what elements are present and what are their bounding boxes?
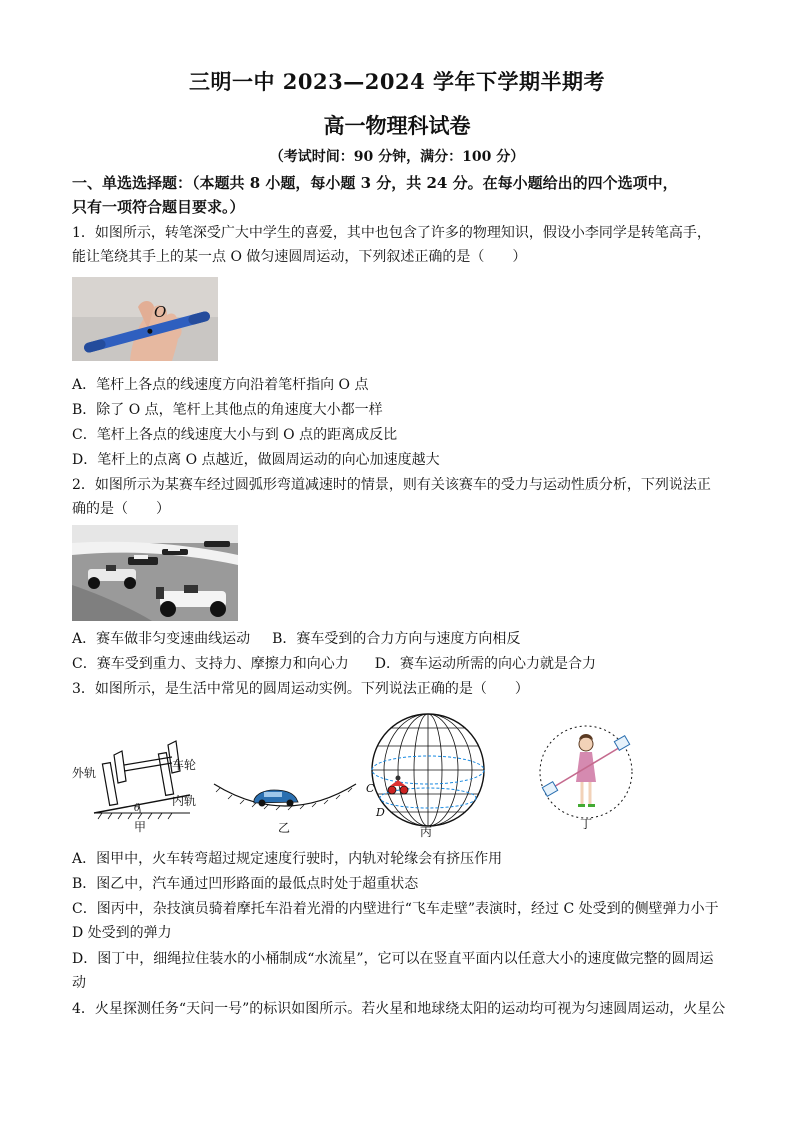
q3-option-c-line1: C．图丙中，杂技演员骑着摩托车沿着光滑的内壁进行“飞车走壁”表演时，经过 C 处受到的侧壁弹力小于	[72, 901, 719, 917]
point-c-label: C	[366, 782, 375, 795]
q2-stem-line1: 2．如图所示为某赛车经过圆弧形弯道减速时的情景，则有关该赛车的受力与运动性质分析，下列说法正	[72, 477, 711, 493]
q3-option-d-line2: 动	[72, 975, 86, 991]
q1-point-o-label: O	[154, 303, 167, 321]
ding-label: 丁	[580, 817, 593, 831]
subject-title: 高一物理科试卷	[323, 113, 471, 138]
q1-option-b: B．除了 O 点，笔杆上其他点的角速度大小都一样	[72, 402, 383, 418]
q2-race-car-figure	[72, 525, 238, 621]
q2-option-a: A．赛车做非匀变速曲线运动	[72, 631, 251, 647]
q1-option-d: D．笔杆上的点离 O 点越近，做圆周运动的向心加速度越大	[72, 452, 440, 468]
school-title: 三明一中 2023—2024 学年下学期半期考	[188, 69, 605, 94]
q2-options-row1	[72, 628, 732, 650]
q3-option-c-line2: D 处受到的弹力	[72, 925, 172, 941]
q2-option-d: D．赛车运动所需的向心力就是合力	[374, 656, 596, 672]
q3-figure-yi	[210, 770, 360, 836]
bing-label: 丙	[420, 825, 433, 839]
q3-option-a: A．图甲中，火车转弯超过规定速度行驶时，内轨对轮缘会有挤压作用	[72, 851, 503, 867]
section-heading-line2: 只有一项符合题目要求。）	[72, 198, 245, 216]
outer-rail-label: 外轨	[72, 766, 97, 780]
section-heading-line1: 一、单选选择题：（本题共 8 小题，每小题 3 分，共 24 分。在每小题给出的四个选项中，	[72, 174, 678, 192]
wheel-label: 车轮	[172, 758, 197, 772]
q1-pen-figure	[72, 277, 218, 361]
q2-options-row2	[72, 653, 732, 675]
theta-label: θ	[134, 803, 141, 814]
point-d-label: D	[376, 806, 385, 819]
q3-option-d-line1: D．图丁中，细绳拉住装水的小桶制成“水流星”，它可以在竖直平面内以任意大小的速度做完整的圆周运	[72, 951, 714, 967]
q3-figure-jia	[72, 735, 212, 835]
q2-option-c: C．赛车受到重力、支持力、摩擦力和向心力	[72, 656, 349, 672]
jia-label: 甲	[134, 820, 147, 834]
q4-stem-line1: 4．火星探测任务“天问一号”的标识如图所示。若火星和地球绕太阳的运动均可视为匀速圆周运动，火星公	[72, 1001, 726, 1017]
q1-option-c: C．笔杆上各点的线速度大小与到 O 点的距离成反比	[72, 427, 398, 443]
q3-figure-bing	[362, 708, 488, 840]
inner-rail-label: 内轨	[172, 794, 197, 808]
q1-stem-line2: 能让笔绕其手上的某一点 O 做匀速圆周运动，下列叙述正确的是（ ）	[72, 249, 527, 265]
q3-stem: 3．如图所示，是生活中常见的圆周运动实例。下列说法正确的是（ ）	[72, 681, 529, 697]
exam-info: （考试时间：90 分钟，满分：100 分）	[269, 149, 525, 165]
q1-option-a: A．笔杆上各点的线速度方向沿着笔杆指向 O 点	[72, 377, 369, 393]
q1-stem-line1: 1．如图所示，转笔深受广大中学生的喜爱，其中也包含了许多的物理知识，假设小李同学是转笔高手，	[72, 225, 711, 241]
q2-option-b: B．赛车受到的合力方向与速度方向相反	[272, 631, 521, 647]
q3-option-b: B．图乙中，汽车通过凹形路面的最低点时处于超重状态	[72, 876, 419, 892]
q2-stem-line2: 确的是（ ）	[72, 501, 170, 517]
yi-label: 乙	[278, 821, 291, 835]
q3-figure-ding	[530, 722, 640, 834]
